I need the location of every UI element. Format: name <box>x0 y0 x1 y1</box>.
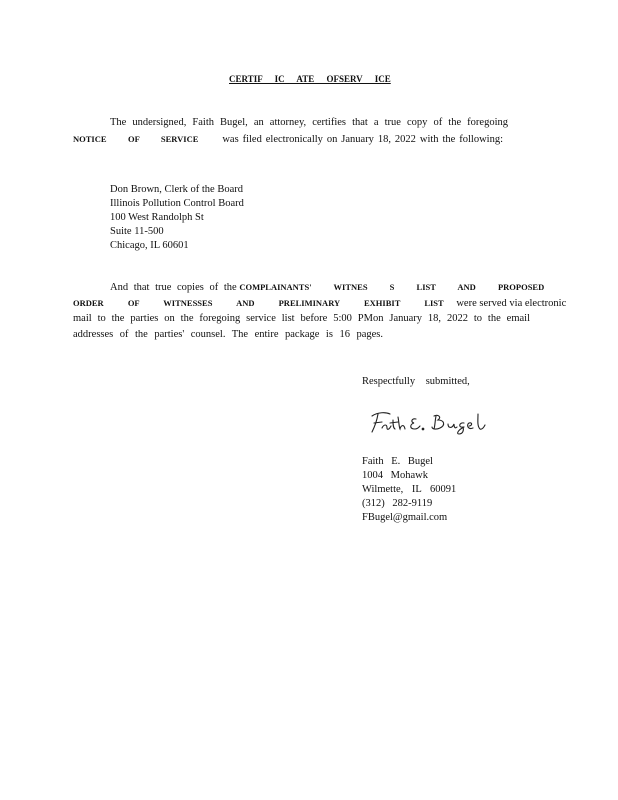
recipient-org: Illinois Pollution Control Board <box>110 198 244 209</box>
recipient-street: 100 West Randolph St <box>110 212 204 223</box>
para2-line1 <box>110 279 545 296</box>
para2-line4: addresses of the parties' counsel. The entire package is 16 pages. <box>73 329 383 340</box>
handwritten-signature <box>368 408 488 436</box>
closing-text: Respectfully submitted, <box>362 376 470 387</box>
notice-of-service-label: NOTICE OF SERVICE <box>73 134 199 144</box>
signer-phone: (312) 282-9119 <box>362 498 433 509</box>
para2-line3: mail to the parties on the foregoing service list before 5:00 PMon January 18, 2022 to the email <box>73 313 530 324</box>
signer-email[interactable]: FBugel@gmail.com <box>362 512 448 523</box>
recipient-city: Chicago, IL 60601 <box>110 240 189 251</box>
signer-name: Faith E. Bugel <box>362 456 433 467</box>
recipient-address <box>110 183 244 253</box>
para2-line2-text: were served via electronic <box>456 298 567 309</box>
certificate-title: CERTIF IC ATE OFSERV ICE <box>229 74 391 84</box>
signer-city: Wilmette, IL 60091 <box>362 484 457 495</box>
signer-street: 1004 Mohawk <box>362 470 428 481</box>
complainants-witness-list-label: COMPLAINANTS' WITNES S LIST AND PROPOSED <box>239 282 545 292</box>
order-of-witnesses-label: ORDER OF WITNESSES AND PRELIMINARY EXHIBIT LIST <box>73 298 444 308</box>
para2-line2 <box>73 295 567 312</box>
recipient-name: Don Brown, Clerk of the Board <box>110 184 243 195</box>
para2-intro: And that true copies of the <box>110 282 237 293</box>
recipient-suite: Suite 11-500 <box>110 226 164 237</box>
para1-line2 <box>73 131 503 148</box>
signer-block <box>362 455 456 525</box>
para1-line2-text: was filed electronically on January 18, 2022 with the following: <box>222 134 503 145</box>
para1-line1: The undersigned, Faith Bugel, an attorney, certifies that a true copy of the foregoing <box>110 117 508 128</box>
